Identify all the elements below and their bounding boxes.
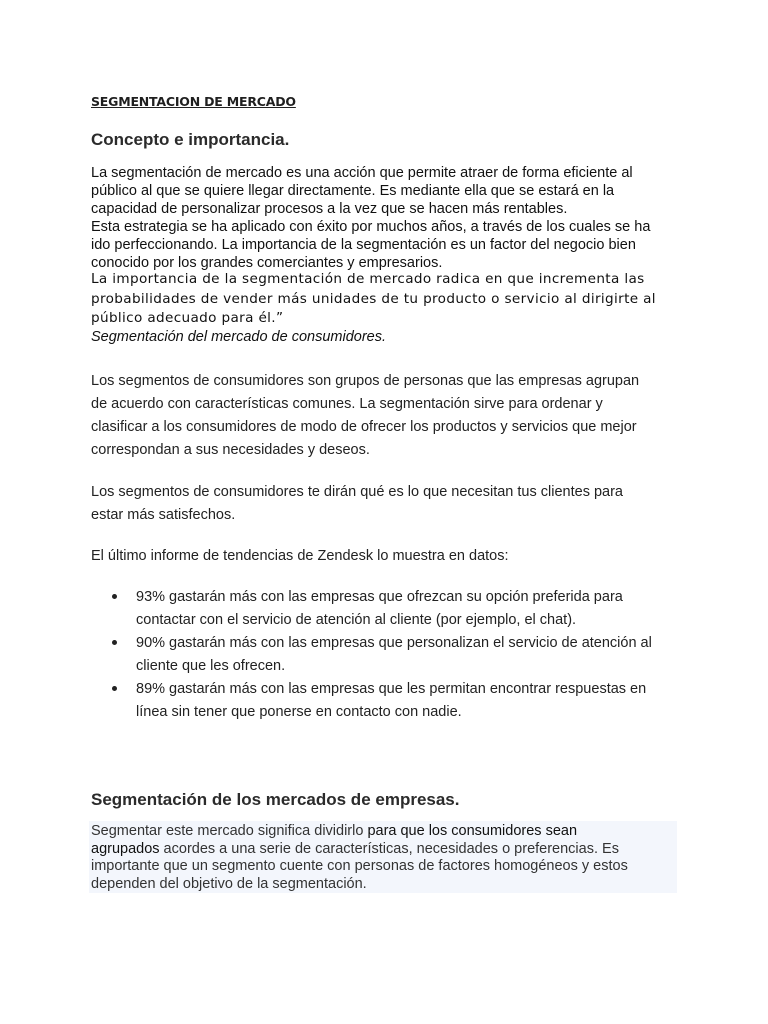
quote-line: La importancia de la segmentación de mercado radica en que incrementa las bbox=[91, 271, 645, 287]
bullet-icon bbox=[112, 594, 117, 599]
paragraph-line: Los segmentos de consumidores son grupos de personas que las empresas agrupan bbox=[91, 373, 640, 389]
paragraph-line: público al que se quiere llegar directamente. Es mediante ella que se estará en la bbox=[91, 183, 615, 199]
paragraph-line bbox=[91, 823, 681, 841]
paragraph-line: importante que un segmento cuente con personas de factores homogéneos y estos bbox=[91, 858, 628, 874]
list-item bbox=[91, 632, 691, 678]
paragraph-line: ido perfeccionando. La importancia de la segmentación es un factor del negocio bien bbox=[91, 237, 636, 253]
text-span-emphasis: agrupados bbox=[91, 840, 160, 857]
document-title: SEGMENTACION DE MERCADO bbox=[91, 94, 296, 109]
list-item-line: 93% gastarán más con las empresas que ofrezcan su opción preferida para bbox=[136, 589, 623, 605]
paragraph-line: de acuerdo con características comunes. La segmentación sirve para ordenar y bbox=[91, 396, 603, 412]
paragraph-line bbox=[91, 841, 681, 859]
bullet-icon bbox=[112, 640, 117, 645]
text-span: acordes a una serie de características, necesidades o preferencias. Es bbox=[159, 840, 619, 857]
list-item bbox=[91, 678, 691, 724]
list-item-line: 89% gastarán más con las empresas que les permitan encontrar respuestas en bbox=[136, 681, 647, 697]
section-heading-empresas: Segmentación de los mercados de empresas. bbox=[91, 790, 460, 809]
section-heading-concepto: Concepto e importancia. bbox=[91, 130, 290, 149]
paragraph-line: capacidad de personalizar procesos a la vez que se hacen más rentables. bbox=[91, 201, 568, 217]
list-item-line: contactar con el servicio de atención al cliente (por ejemplo, el chat). bbox=[136, 612, 577, 628]
text-span: Segmentar este mercado significa dividirlo bbox=[91, 823, 368, 839]
consumidores-paragraph bbox=[91, 370, 691, 462]
paragraph-line: El último informe de tendencias de Zendesk lo muestra en datos: bbox=[91, 548, 509, 564]
statistics-list bbox=[91, 586, 691, 724]
paragraph-line: Esta estrategia se ha aplicado con éxito por muchos años, a través de los cuales se ha bbox=[91, 219, 651, 235]
paragraph-line: dependen del objetivo de la segmentación. bbox=[91, 875, 367, 892]
list-item-line: 90% gastarán más con las empresas que personalizan el servicio de atención al bbox=[136, 635, 652, 651]
quote-line: público adecuado para él.” bbox=[91, 310, 284, 326]
concepto-paragraph bbox=[91, 164, 691, 272]
satisfechos-paragraph bbox=[91, 481, 691, 527]
zendesk-paragraph bbox=[91, 545, 691, 568]
paragraph-line: Los segmentos de consumidores te dirán qué es lo que necesitan tus clientes para bbox=[91, 484, 623, 500]
quote-line: probabilidades de vender más unidades de tu producto o servicio al dirigirte al bbox=[91, 290, 656, 307]
paragraph-line: conocido por los grandes comerciantes y empresarios. bbox=[91, 255, 443, 271]
list-item bbox=[91, 586, 691, 632]
paragraph-line: estar más satisfechos. bbox=[91, 507, 236, 523]
paragraph-line: La segmentación de mercado es una acción que permite atraer de forma eficiente al bbox=[91, 165, 633, 181]
list-item-line: línea sin tener que ponerse en contacto con nadie. bbox=[136, 704, 462, 720]
importancia-quote bbox=[91, 270, 691, 329]
paragraph-line: correspondan a sus necesidades y deseos. bbox=[91, 442, 370, 458]
paragraph-line: clasificar a los consumidores de modo de ofrecer los productos y servicios que mejor bbox=[91, 419, 637, 435]
text-span-emphasis: para que los consumidores sean bbox=[367, 823, 578, 839]
subheading-consumidores: Segmentación del mercado de consumidores. bbox=[91, 329, 386, 345]
list-item-line: cliente que les ofrecen. bbox=[136, 658, 286, 674]
empresas-paragraph bbox=[91, 823, 681, 893]
bullet-icon bbox=[112, 686, 117, 691]
